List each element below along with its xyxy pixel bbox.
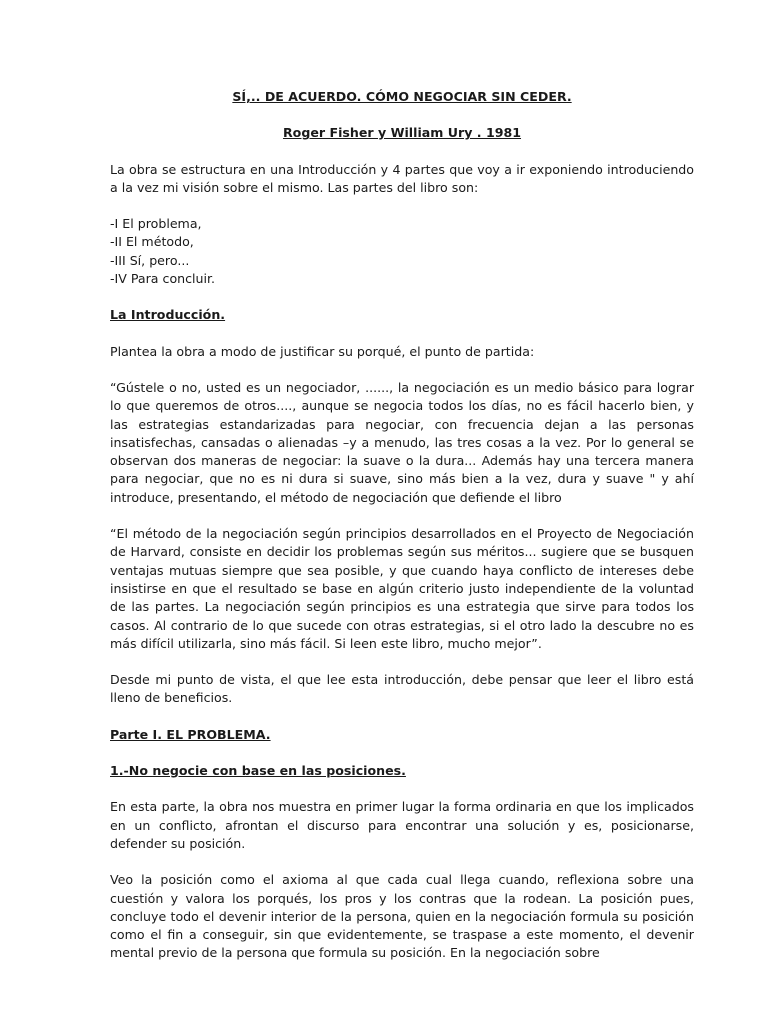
body-paragraph-2: Veo la posición como el axioma al que cada cual llega cuando, reflexiona sobre una cuestión y valora los porqués, los pros y los contras que la rodean. La posición pues, concluye todo el devenir interior de la persona, quien en la negociación formula su posición como el fin a conseguir, sin que evidentemente, se traspase a este momento, el devenir mental previo de la persona que formula su posición. En la negociación sobre xyxy=(110,872,694,961)
list-item: -II El método, xyxy=(110,234,194,250)
intro-paragraph: La obra se estructura en una Introducción y 4 partes que voy a ir exponiendo introduciendo a la vez mi visión sobre el mismo. Las partes del libro son: xyxy=(110,161,694,195)
list-item: -III Sí, pero... xyxy=(110,252,190,268)
list-item: -IV Para concluir. xyxy=(110,271,216,287)
document-authors: Roger Fisher y William Ury . 1981 xyxy=(282,125,522,141)
parts-list xyxy=(110,215,694,288)
section-heading-parte-1: Parte I. EL PROBLEMA. xyxy=(110,726,271,742)
section-heading-introduccion: La Introducción. xyxy=(110,307,226,323)
quote-paragraph-2: “El método de la negociación según principios desarrollados en el Proyecto de Negociación de Harvard, consiste en decidir los problemas según sus méritos... sugiere que se busquen ventajas mutuas siempre que sea posible, y que cuando haya conflicto de intereses debe insistirse en que el resultado se base en algún criterio justo independiente de la voluntad de las partes. La negociación según principios es una estrategia que sirve para todos los casos. Al contrario de lo que sucede con otras estrategias, si el otro lado la descubre no es más difícil utilizarla, sino más fácil. Si leen este libro, mucho mejor”. xyxy=(110,526,694,651)
opinion-paragraph: Desde mi punto de vista, el que lee esta introducción, debe pensar que leer el libro está lleno de beneficios. xyxy=(110,672,694,706)
document-page xyxy=(110,88,694,963)
quote-paragraph-1: “Gústele o no, usted es un negociador, ......, la negociación es un medio básico para lograr lo que queremos de otros...., aunque se negocia todos los días, no es fácil hacerlo bien, y las estrategias estandarizadas para negociar, con frecuencia dejan a las personas insatisfechas, cansadas o alienadas –y a menudo, las tres cosas a la vez. Por lo general se observan dos maneras de negociar: la suave o la dura... Además hay una tercera manera para negociar, que no es ni dura si suave, sino más bien a la vez, dura y suave " y ahí introduce, presentando, el método de negociación que defiende el libro xyxy=(110,379,694,505)
body-paragraph-1: En esta parte, la obra nos muestra en primer lugar la forma ordinaria en que los implicados en un conflicto, afrontan el discurso para encontrar una solución y es, posicionarse, defender su posición. xyxy=(110,799,694,851)
list-item: -I El problema, xyxy=(110,216,202,232)
document-title: SÍ,.. DE ACUERDO. CÓMO NEGOCIAR SIN CEDER. xyxy=(232,89,572,104)
intro-text: Plantea la obra a modo de justificar su porqué, el punto de partida: xyxy=(110,343,535,359)
chapter-heading-1: 1.-No negocie con base en las posiciones. xyxy=(110,763,406,779)
